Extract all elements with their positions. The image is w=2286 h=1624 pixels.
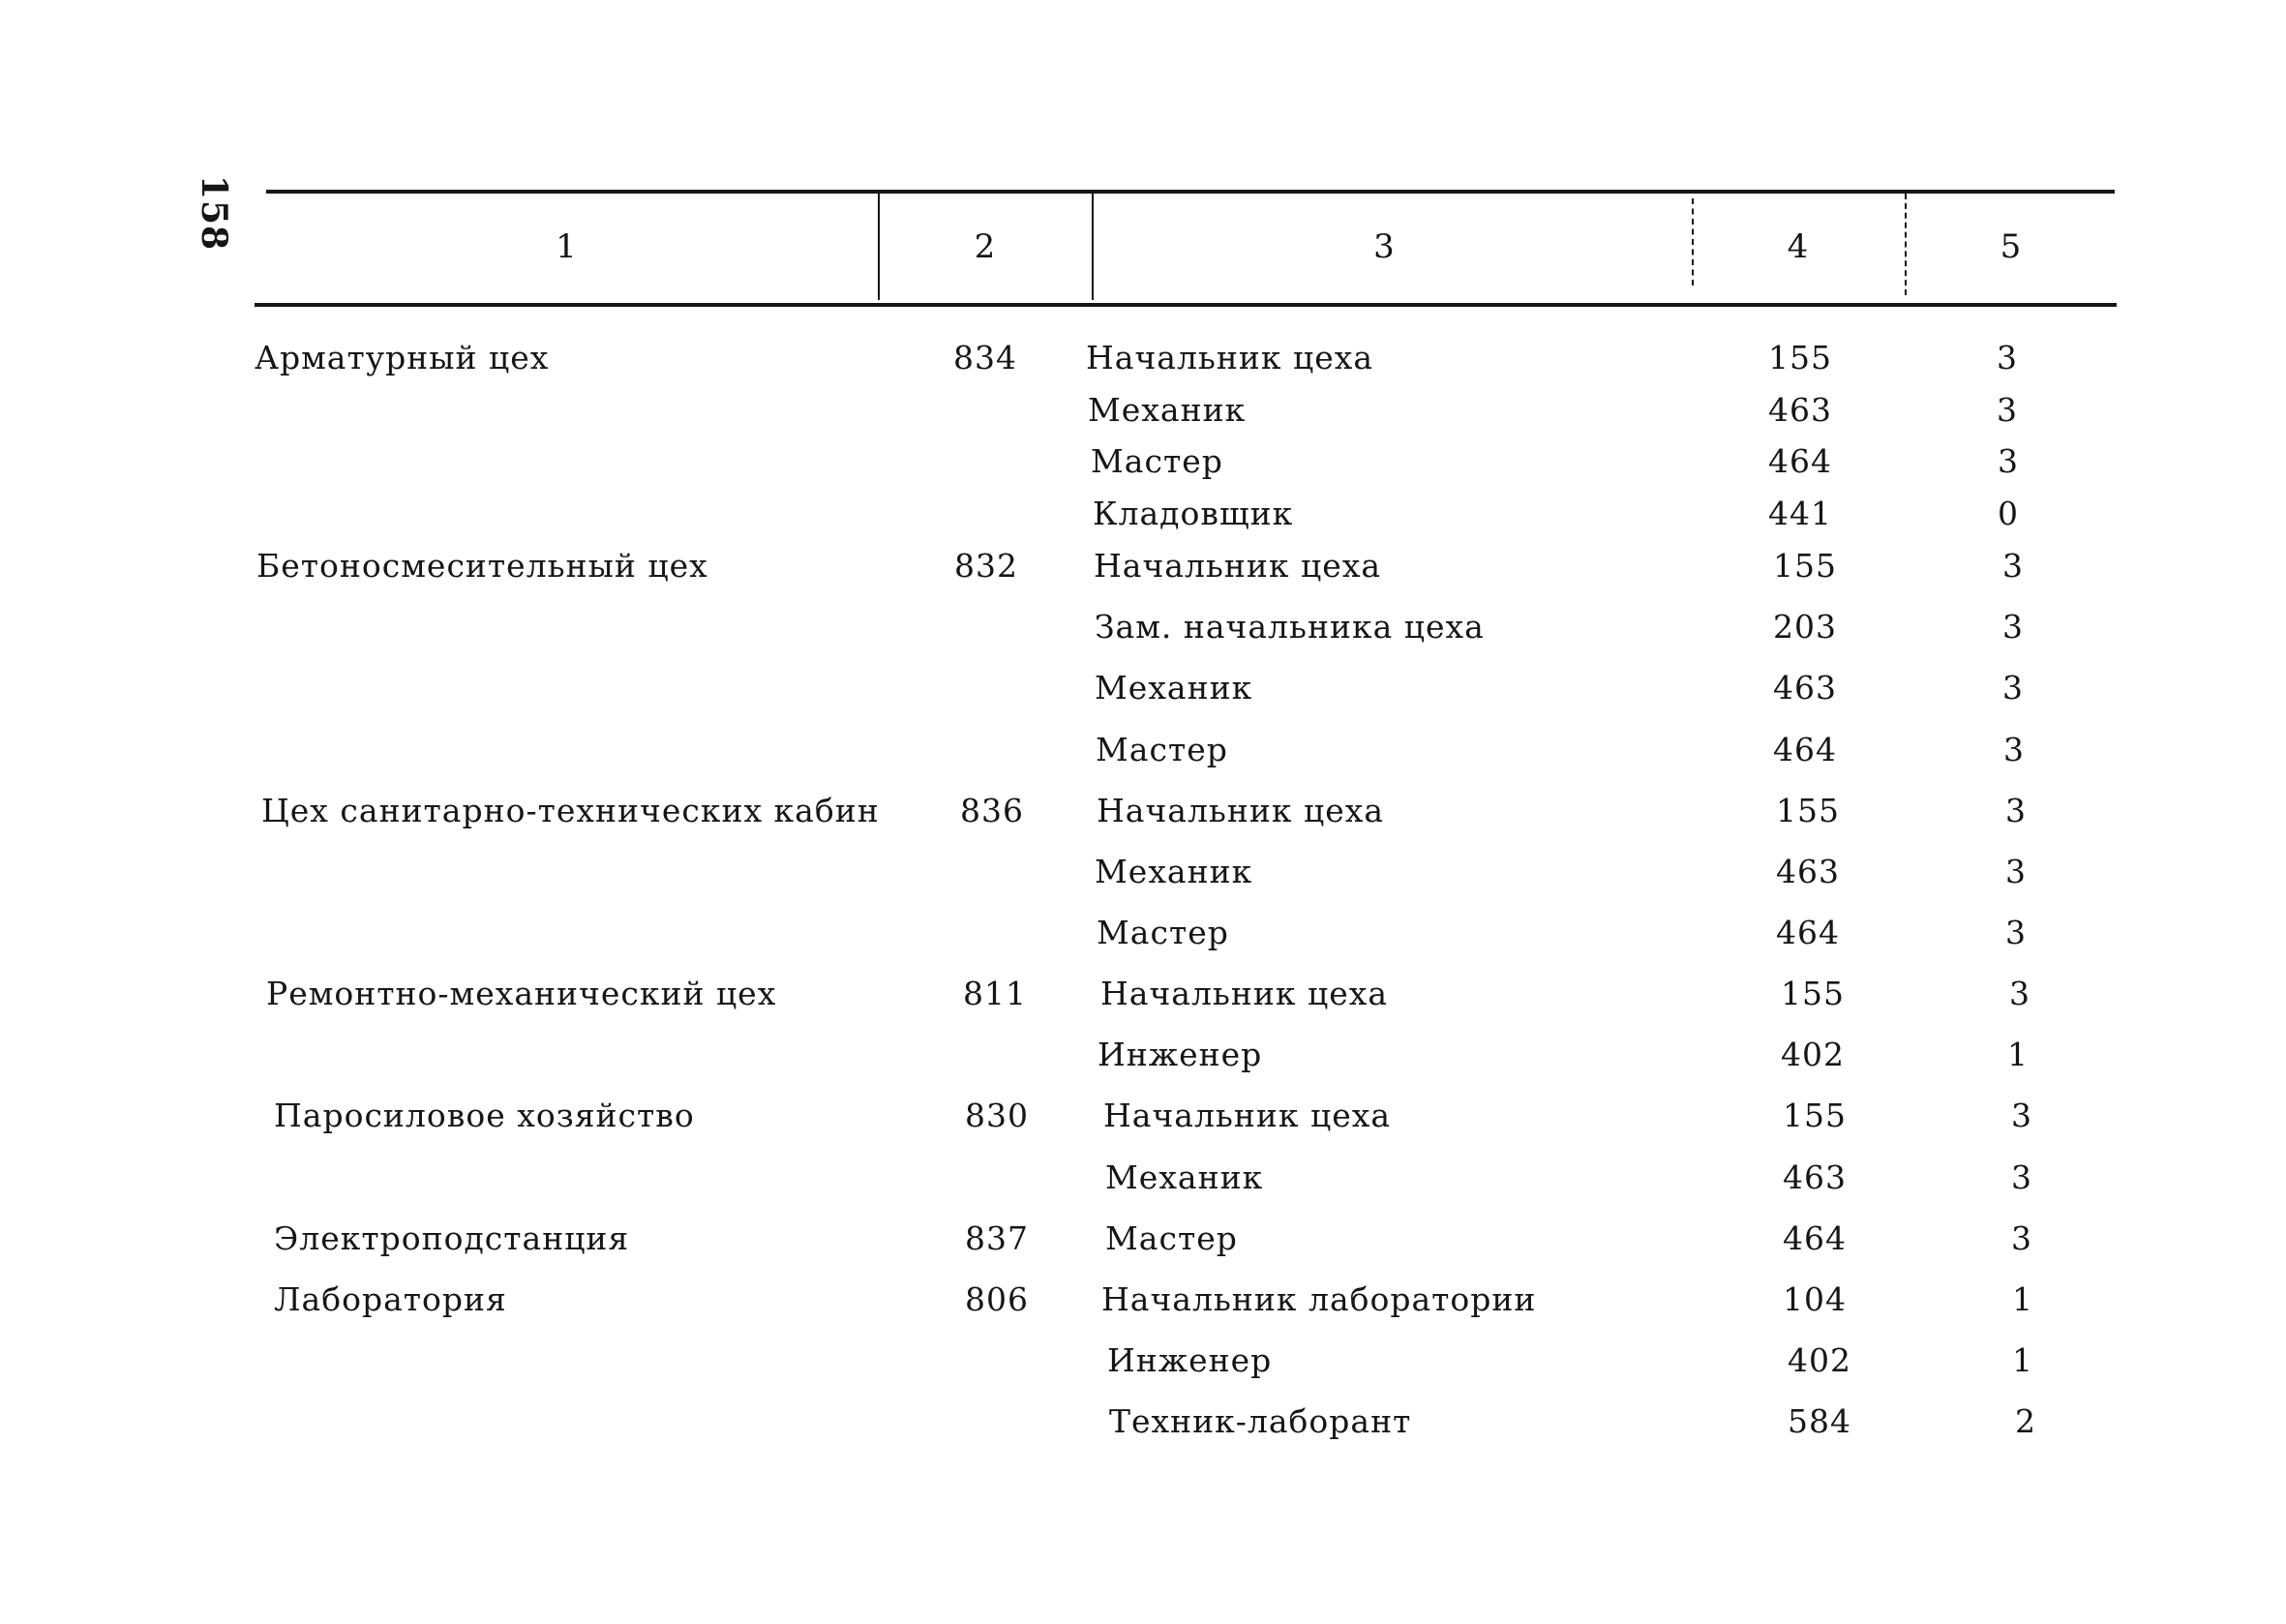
table-cell: 464 xyxy=(1776,914,1840,951)
table-row xyxy=(0,726,2286,774)
table-cell: Инженер xyxy=(1107,1341,1273,1379)
table-cell: 3 xyxy=(1998,442,2019,480)
table-cell: 464 xyxy=(1768,442,1832,480)
table-cell: Начальник цеха xyxy=(1086,339,1374,376)
table-row xyxy=(0,437,2286,486)
table-cell: 3 xyxy=(2002,547,2024,585)
table-cell: 3 xyxy=(2002,608,2024,646)
table-cell: Цех санитарно-технических кабин xyxy=(261,792,880,829)
column-divider xyxy=(878,194,880,300)
table-cell: 3 xyxy=(2005,792,2027,829)
table-cell: Мастер xyxy=(1097,914,1229,951)
table-cell: Механик xyxy=(1105,1158,1264,1196)
table-row xyxy=(0,909,2286,957)
table-cell: 3 xyxy=(2011,1097,2032,1134)
table-cell: Механик xyxy=(1088,391,1247,429)
table-cell: 1 xyxy=(2012,1341,2033,1379)
table-cell: Ремонтно-механический цех xyxy=(266,975,777,1012)
table-row xyxy=(0,386,2286,435)
table-cell: Механик xyxy=(1095,853,1253,890)
table-cell: 402 xyxy=(1788,1341,1851,1379)
table-top-rule xyxy=(266,190,2115,194)
table-cell: 830 xyxy=(965,1097,1029,1134)
table-cell: 203 xyxy=(1773,608,1837,646)
table-cell: 806 xyxy=(965,1280,1029,1318)
table-cell: 834 xyxy=(953,339,1017,376)
table-cell: 464 xyxy=(1773,731,1837,768)
table-cell: 463 xyxy=(1773,669,1837,707)
table-cell: 1 xyxy=(2012,1280,2033,1318)
table-row xyxy=(0,664,2286,712)
table-cell: Начальник цеха xyxy=(1100,975,1389,1012)
table-cell: Мастер xyxy=(1105,1219,1238,1257)
table-cell: Техник-лаборант xyxy=(1109,1402,1412,1440)
table-cell: Мастер xyxy=(1091,442,1223,480)
table-cell: 3 xyxy=(1997,339,2018,376)
table-cell: 104 xyxy=(1783,1280,1847,1318)
table-row xyxy=(0,542,2286,590)
page-number: 158 xyxy=(194,174,234,252)
table-cell: Лаборатория xyxy=(274,1280,507,1318)
table-cell: 3 xyxy=(2002,669,2024,707)
table-cell: 584 xyxy=(1788,1402,1851,1440)
table-cell: 3 xyxy=(2011,1158,2032,1196)
table-cell: Кладовщик xyxy=(1093,495,1294,532)
table-cell: 832 xyxy=(954,547,1018,585)
table-cell: 441 xyxy=(1768,495,1832,532)
table-cell: Начальник цеха xyxy=(1103,1097,1392,1134)
table-cell: 155 xyxy=(1773,547,1837,585)
table-cell: 837 xyxy=(965,1219,1029,1257)
table-row xyxy=(0,970,2286,1018)
column-header: 1 xyxy=(556,227,577,266)
table-row xyxy=(0,490,2286,538)
table-header-rule xyxy=(255,303,2117,307)
table-cell: 2 xyxy=(2015,1402,2036,1440)
column-header: 3 xyxy=(1373,227,1395,266)
table-cell: Начальник лаборатории xyxy=(1101,1280,1537,1318)
table-cell: 3 xyxy=(2003,731,2025,768)
table-row xyxy=(0,334,2286,382)
table-cell: 402 xyxy=(1781,1036,1845,1073)
table-row xyxy=(0,603,2286,651)
table-row xyxy=(0,1398,2286,1446)
table-cell: Начальник цеха xyxy=(1094,547,1382,585)
table-cell: Электроподстанция xyxy=(274,1219,630,1257)
table-cell: 3 xyxy=(2005,914,2027,951)
table-cell: Паросиловое хозяйство xyxy=(274,1097,695,1134)
table-row xyxy=(0,787,2286,835)
column-header: 5 xyxy=(2000,227,2022,266)
table-cell: Мастер xyxy=(1096,731,1228,768)
table-row xyxy=(0,1031,2286,1079)
table-cell: Начальник цеха xyxy=(1097,792,1385,829)
column-header: 2 xyxy=(974,227,996,266)
table-cell: 3 xyxy=(2009,975,2030,1012)
table-cell: 463 xyxy=(1768,391,1832,429)
table-cell: Зам. начальника цеха xyxy=(1095,608,1485,646)
table-row xyxy=(0,1276,2286,1324)
table-row xyxy=(0,1092,2286,1140)
table-row xyxy=(0,1154,2286,1202)
table-cell: Бетоносмесительный цех xyxy=(256,547,708,585)
table-row xyxy=(0,1215,2286,1263)
table-cell: 1 xyxy=(2007,1036,2029,1073)
table-cell: 463 xyxy=(1783,1158,1847,1196)
table-cell: 155 xyxy=(1776,792,1840,829)
table-cell: 3 xyxy=(1997,391,2018,429)
table-cell: 0 xyxy=(1998,495,2019,532)
table-cell: 155 xyxy=(1781,975,1845,1012)
table-cell: 3 xyxy=(2011,1219,2032,1257)
table-cell: 464 xyxy=(1783,1219,1847,1257)
table-cell: 3 xyxy=(2005,853,2027,890)
table-cell: 811 xyxy=(963,975,1027,1012)
table-cell: 155 xyxy=(1768,339,1832,376)
table-cell: 155 xyxy=(1783,1097,1847,1134)
table-row xyxy=(0,1337,2286,1385)
table-cell: 463 xyxy=(1776,853,1840,890)
column-header: 4 xyxy=(1787,227,1809,266)
table-cell: Инженер xyxy=(1098,1036,1263,1073)
table-row xyxy=(0,848,2286,896)
table-cell: Механик xyxy=(1095,669,1253,707)
table-cell: Арматурный цех xyxy=(255,339,550,376)
table-cell: 836 xyxy=(960,792,1024,829)
